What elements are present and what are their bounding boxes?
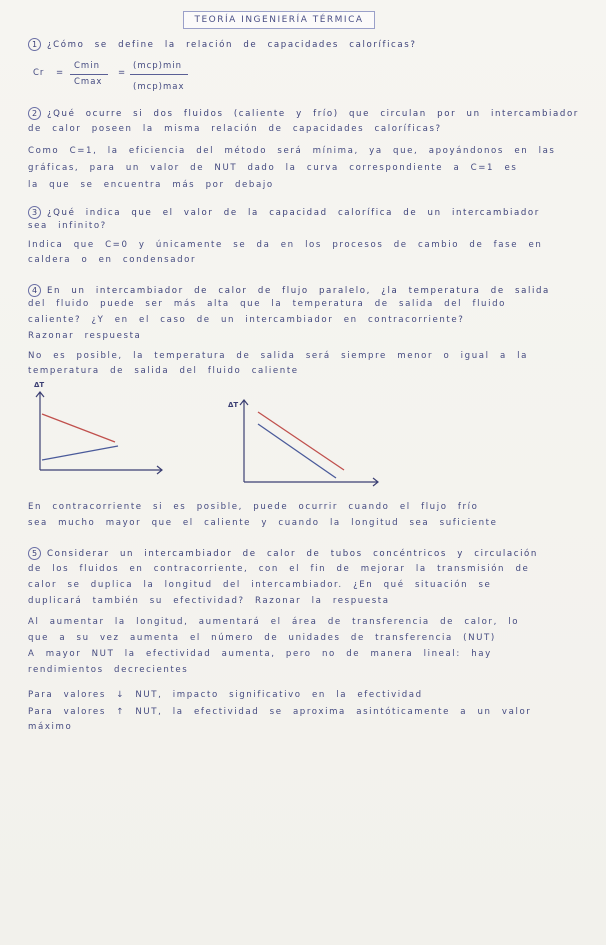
- answer-4-line-3: En contracorriente si es posible, puede ocurrir cuando el flujo frío: [28, 502, 479, 512]
- formula-frac1-denominator: Cmax: [74, 77, 103, 87]
- graph-counterflow-hot-line: [258, 412, 344, 470]
- formula-frac2-numerator: (mcp)min: [133, 61, 183, 71]
- page-title: TEORÍA INGENIERÍA TÉRMICA: [183, 11, 375, 29]
- graph-parallel-hot-line: [42, 414, 115, 442]
- graph-parallel-cold-line: [42, 446, 118, 460]
- question-number-5: 5: [28, 547, 41, 560]
- answer-4-line-4: sea mucho mayor que el caliente y cuando la longitud sea suficiente: [28, 518, 498, 528]
- answer-2-line-3: la que se encuentra más por debajo: [28, 180, 274, 190]
- answer-2-line-1: Como C=1, la eficiencia del método será mínima, ya que, apoyándonos en las: [28, 146, 556, 156]
- graph-counterflow: [236, 398, 386, 490]
- question-number-4: 4: [28, 284, 41, 297]
- question-5-line-1-text: Considerar un intercambiador de calor de tubos concéntricos y circulación: [47, 549, 538, 559]
- graph-right-ylabel: ΔT: [228, 401, 239, 409]
- question-4-line-2: del fluido puede ser más alta que la temperatura de salida del fluido: [28, 299, 507, 309]
- question-5-line-2: de los fluidos en contracorriente, con el fin de mejorar la transmisión de: [28, 564, 530, 574]
- answer-4-line-1: No es posible, la temperatura de salida será siempre menor o igual a la: [28, 351, 529, 361]
- answer-5-line-2: que a su vez aumenta el número de unidades de transferencia (NUT): [28, 633, 496, 643]
- graph-parallel-axes: [36, 392, 162, 474]
- formula-frac2-bar: [130, 74, 188, 75]
- formula-frac1-bar: [70, 74, 108, 75]
- answer-5-line-3: A mayor NUT la efectividad aumenta, pero no de manera lineal: hay: [28, 649, 492, 659]
- question-1: [28, 38, 578, 51]
- question-3-line-2: sea infinito?: [28, 221, 107, 231]
- question-2-line-1: [28, 107, 578, 120]
- question-3-line-1-text: ¿Qué indica que el valor de la capacidad calorífica de un intercambiador: [47, 208, 540, 218]
- question-2-line-1-text: ¿Qué ocurre si dos fluidos (caliente y frío) que circulan por un intercambiador: [47, 109, 579, 119]
- question-4-line-1: [28, 284, 578, 297]
- question-4-line-4: Razonar respuesta: [28, 331, 142, 341]
- formula-cr-lhs: Cr: [33, 68, 45, 78]
- question-4-line-1-text: En un intercambiador de calor de flujo paralelo, ¿la temperatura de salida: [47, 286, 550, 296]
- question-number-2: 2: [28, 107, 41, 120]
- answer-3-line-1: Indica que C=0 y únicamente se da en los procesos de cambio de fase en: [28, 240, 543, 250]
- graph-left-ylabel: ΔT: [34, 381, 45, 389]
- formula-frac1-numerator: Cmin: [74, 61, 100, 71]
- graph-parallel-flow: [30, 390, 170, 475]
- question-number-1: 1: [28, 38, 41, 51]
- question-number-3: 3: [28, 206, 41, 219]
- question-4-line-3: caliente? ¿Y en el caso de un intercambiador en contracorriente?: [28, 315, 465, 325]
- answer-5-line-4: rendimientos decrecientes: [28, 665, 189, 675]
- answer-5-line-1: Al aumentar la longitud, aumentará el área de transferencia de calor, lo: [28, 617, 520, 627]
- question-5-line-4: duplicará también su efectividad? Razonar la respuesta: [28, 596, 390, 606]
- graph-counterflow-axes: [240, 400, 378, 486]
- answer-4-line-2: temperatura de salida del fluido caliente: [28, 366, 299, 376]
- question-2-line-2: de calor poseen la misma relación de capacidades caloríficas?: [28, 124, 442, 134]
- formula-equals-1: =: [56, 68, 65, 78]
- question-5-line-1: [28, 547, 578, 560]
- question-3-line-1: [28, 206, 578, 219]
- answer-5-line-5: Para valores ↓ NUT, impacto significativo en la efectividad: [28, 690, 423, 700]
- question-5-line-3: calor se duplica la longitud del intercambiador. ¿En qué situación se: [28, 580, 492, 590]
- question-1-text: ¿Cómo se define la relación de capacidades caloríficas?: [47, 40, 417, 50]
- answer-2-line-2: gráficas, para un valor de NUT dado la curva correspondiente a C=1 es: [28, 163, 518, 173]
- formula-frac2-denominator: (mcp)max: [133, 82, 185, 92]
- formula-equals-2: =: [118, 68, 127, 78]
- answer-5-line-7: máximo: [28, 722, 73, 732]
- graph-counterflow-cold-line: [258, 424, 336, 478]
- answer-3-line-2: caldera o en condensador: [28, 255, 197, 265]
- answer-5-line-6: Para valores ↑ NUT, la efectividad se aproxima asintóticamente a un valor: [28, 707, 532, 717]
